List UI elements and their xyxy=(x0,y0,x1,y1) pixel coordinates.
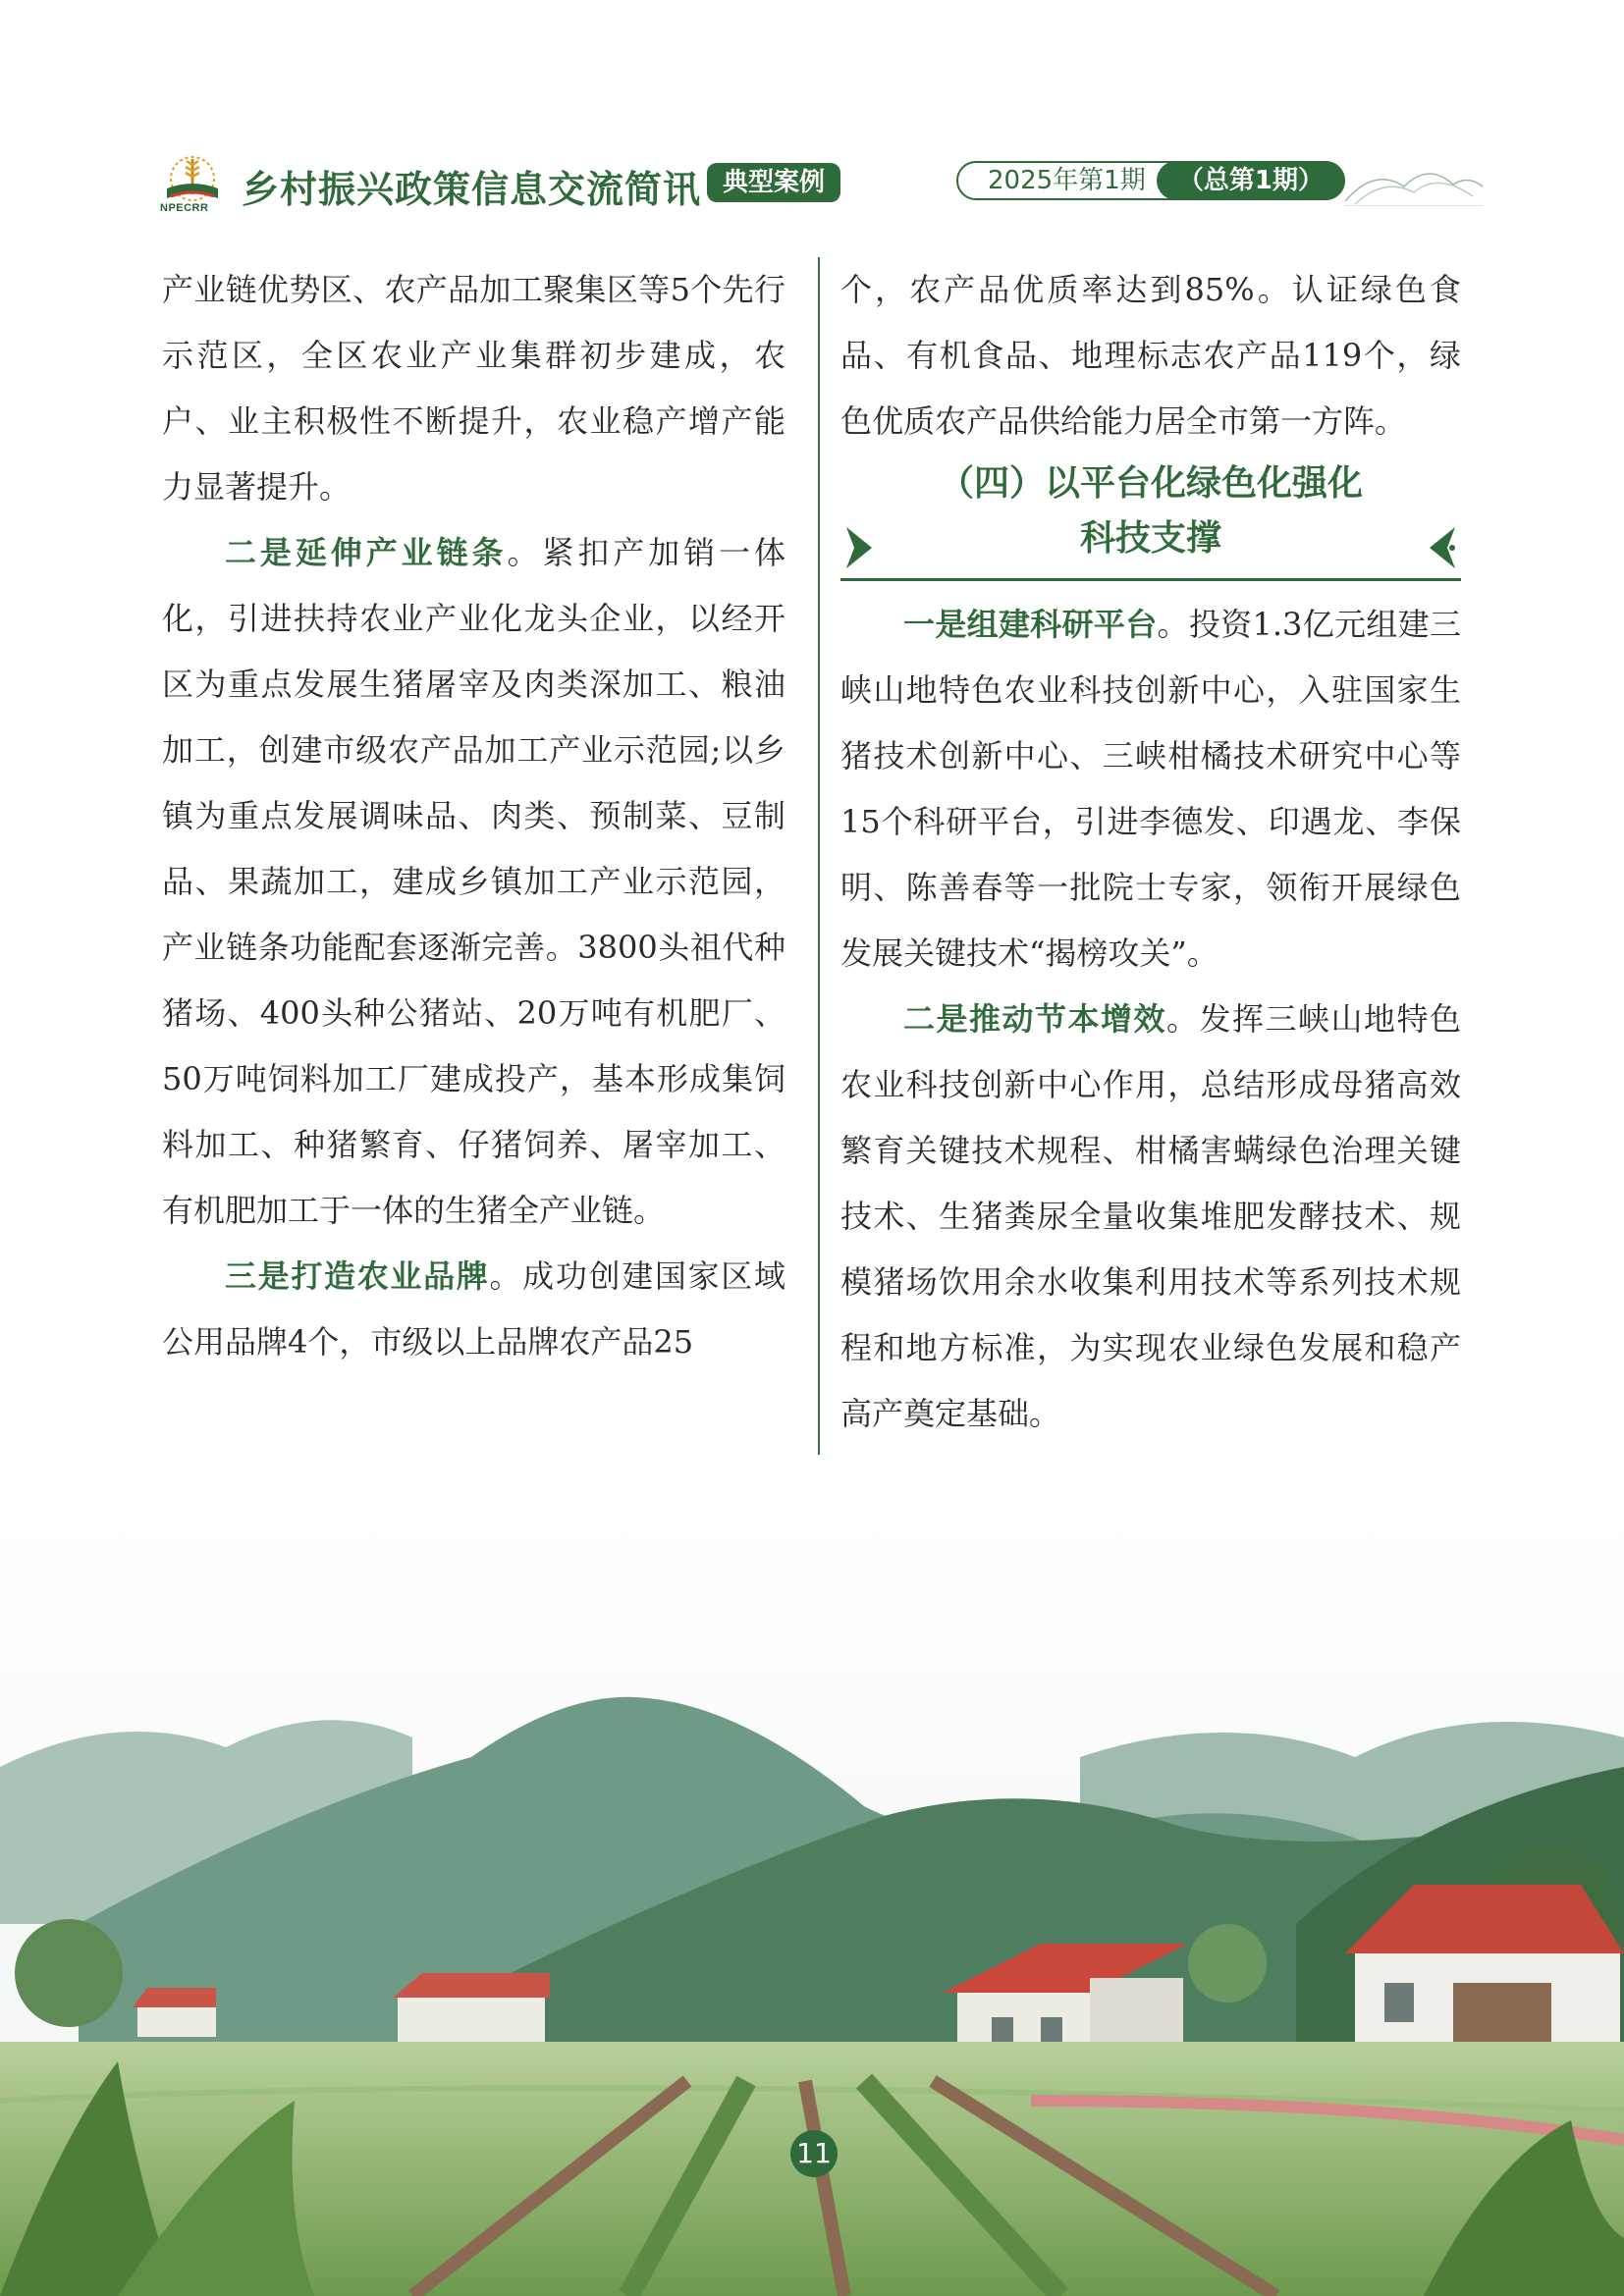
paragraph-lead: 三是打造农业品牌 xyxy=(225,1257,490,1295)
paragraph-text: 。发挥三峡山地特色农业科技创新中心作用，总结形成母猪高效繁育关键技术规程、柑橘害螨绿色治理关键技术、生猪粪尿全量收集堆肥发酵技术、规模猪场饮用余水收集利用技术等系列技术规程和地方标准，为实现农业绿色发展和稳产高产奠定基础。 xyxy=(840,1000,1461,1432)
paragraph-lead: 二是延伸产业链条 xyxy=(225,534,508,571)
hills-decoration-icon xyxy=(1345,157,1483,206)
farmhouse xyxy=(393,1973,550,2042)
column-divider xyxy=(818,257,820,1455)
paragraph: 个，农产品优质率达到85%。认证绿色食品、有机食品、地理标志农产品119个，绿色优质农产品供给能力居全市第一方阵。 xyxy=(840,271,1461,440)
right-column xyxy=(840,257,1461,1447)
farmhouse xyxy=(133,1988,216,2037)
paragraph-text: 。紧扣产加销一体化，引进扶持农业产业化龙头企业，以经开区为重点发展生猪屠宰及肉类深加工、粮油加工，创建市级农产品加工产业示范园;以乡镇为重点发展调味品、肉类、预制菜、豆制品、果蔬加工，建成乡镇加工产业示范园，产业链条功能配套逐渐完善。3800头祖代种猪场、400头种公猪站、20万吨有机肥厂、50万吨饲料加工厂建成投产，基本形成集饲料加工、种猪繁育、仔猪饲养、屠宰加工、有机肥加工于一体的生猪全产业链。 xyxy=(162,534,785,1229)
section-title-line: （四）以平台化绿色化强化 xyxy=(938,463,1363,504)
chevron-left-icon xyxy=(1420,523,1459,572)
newsletter-header xyxy=(0,137,1624,226)
newsletter-title: 乡村振兴政策信息交流简讯 xyxy=(242,168,702,211)
section-rule xyxy=(840,578,1461,581)
page-number: 11 xyxy=(790,2130,838,2177)
section-heading xyxy=(840,456,1461,588)
paragraph-text: 。投资1.3亿元组建三峡山地特色农业科技创新中心，入驻国家生猪技术创新中心、三峡柑橘技术研究中心等15个科研平台，引进李德发、印遇龙、李保明、陈善春等一批院士专家，领衔开展绿色发展关键技术“揭榜攻关”。 xyxy=(840,606,1461,972)
category-tag: 典型案例 xyxy=(707,163,840,202)
paragraph xyxy=(840,987,1461,1447)
paragraph-text: 。成功创建国家区域公用品牌4个，市级以上品牌农产品25 xyxy=(162,1257,785,1361)
countryside-illustration xyxy=(0,1512,1624,2296)
issue-total: （总第1期） xyxy=(1157,161,1345,200)
issue-number: 2025年第1期 xyxy=(988,166,1146,195)
paragraph: 产业链优势区、农产品加工聚集区等5个先行示范区，全区农业产业集群初步建成，农户、业主积极性不断提升，农业稳产增产能力显著提升。 xyxy=(162,271,785,506)
paragraph-lead: 一是组建科研平台 xyxy=(903,606,1158,643)
paragraph-lead: 二是推动节本增效 xyxy=(903,1000,1166,1038)
section-title-line: 科技支撑 xyxy=(1079,518,1221,559)
left-column xyxy=(162,257,785,1375)
paragraph xyxy=(840,592,1461,987)
issue-badge xyxy=(956,161,1345,200)
section-title xyxy=(840,456,1461,566)
paragraph xyxy=(162,1244,785,1375)
paragraph xyxy=(162,520,785,1244)
logo-text: NPECRR xyxy=(160,202,209,214)
